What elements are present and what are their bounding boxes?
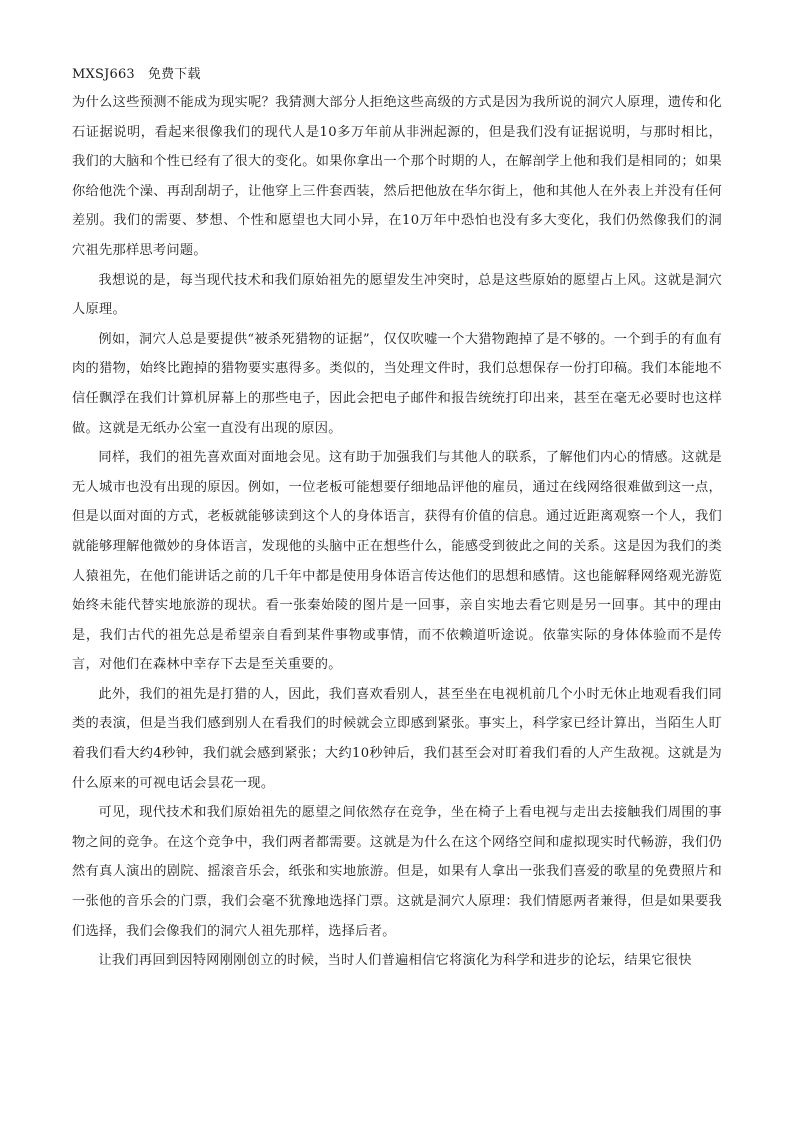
paragraph-7: 让我们再回到因特网刚刚创立的时候，当时人们普遍相信它将演化为科学和进步的论坛，结果它很快	[98, 953, 692, 969]
header-spacer	[135, 67, 148, 82]
page-header	[72, 66, 722, 84]
paragraph-2: 我想说的是，每当现代技术和我们原始祖先的愿望发生冲突时，总是这些原始的愿望占上风。这就是洞穴人原理。	[72, 272, 722, 318]
paragraph-4: 同样，我们的祖先喜欢面对面地会见。这有助于加强我们与其他人的联系，了解他们内心的情感。这就是无人城市也没有出现的原因。例如，一位老板可能想要仔细地品评他的雇员，通过在线网络很难做到这一点，但是以面对面的方式，老板就能够读到这个人的身体语言，获得有价值的信息。通过近距离观察一个人，我们就能够理解他微妙的身体语言，发现他的头脑中正在想些什么，能感受到彼此之间的关系。这是因为我们的类人猿祖先，在他们能讲话之前的几千年中都是使用身体语言传达他们的思想和感情。这也能解释网络观光游览始终未能代替实地旅游的现状。看一张秦始陵的图片是一回事，亲自实地去看它则是另一回事。其中的理由是，我们古代的祖先总是希望亲自看到某件事物或事情，而不依赖道听途说。依靠实际的身体体验而不是传言，对他们在森林中幸存下去是至关重要的。	[72, 450, 722, 673]
article-body	[72, 88, 722, 976]
header-code: MXSJ663	[72, 67, 135, 82]
paragraph-3: 例如，洞穴人总是要提供“被杀死猎物的证据”，仅仅吹嘘一个大猎物跑掉了是不够的。一个到手的有血有肉的猎物，始终比跑掉的猎物要实惠得多。类似的，当处理文件时，我们总想保存一份打印稿。我们本能地不信任飘浮在我们计算机屏幕上的那些电子，因此会把电子邮件和报告统统打印出来，甚至在毫无必要时也这样做。这就是无纸办公室一直没有出现的原因。	[72, 331, 722, 436]
header-label: 免费下载	[147, 67, 201, 82]
paragraph-1: 为什么这些预测不能成为现实呢？我猜测大部分人拒绝这些高级的方式是因为我所说的洞穴人原理，遗传和化石证据说明，看起来很像我们的现代人是10多万年前从非洲起源的，但是我们没有证据说明，与那时相比，我们的大脑和个性已经有了很大的变化。如果你拿出一个那个时期的人，在解剖学上他和我们是相同的；如果你给他洗个澡、再刮刮胡子，让他穿上三件套西装，然后把他放在华尔街上，他和其他人在外表上并没有任何差别。我们的需要、梦想、个性和愿望也大同小异，在10万年中恐怕也没有多大变化，我们仍然像我们的洞穴祖先那样思考问题。	[72, 95, 722, 258]
paragraph-6: 可见，现代技术和我们原始祖先的愿望之间依然存在竞争，坐在椅子上看电视与走出去接触我们周围的事物之间的竞争。在这个竞争中，我们两者都需要。这就是为什么在这个网络空间和虚拟现实时代畅游，我们仍然有真人演出的剧院、摇滚音乐会，纸张和实地旅游。但是，如果有人拿出一张我们喜爱的歌星的免费照片和一张他的音乐会的门票，我们会毫不犹豫地选择门票。这就是洞穴人原理：我们情愿两者兼得，但是如果要我们选择，我们会像我们的洞穴人祖先那样，选择后者。	[72, 805, 722, 939]
paragraph-5: 此外，我们的祖先是打猎的人，因此，我们喜欢看别人，甚至坐在电视机前几个小时无休止地观看我们同类的表演，但是当我们感到别人在看我们的时候就会立即感到紧张。事实上，科学家已经计算出，当陌生人盯着我们看大约4秒钟，我们就会感到紧张；大约10秒钟后，我们甚至会对盯着我们看的人产生敌视。这就是为什么原来的可视电话会昙花一现。	[72, 686, 722, 791]
